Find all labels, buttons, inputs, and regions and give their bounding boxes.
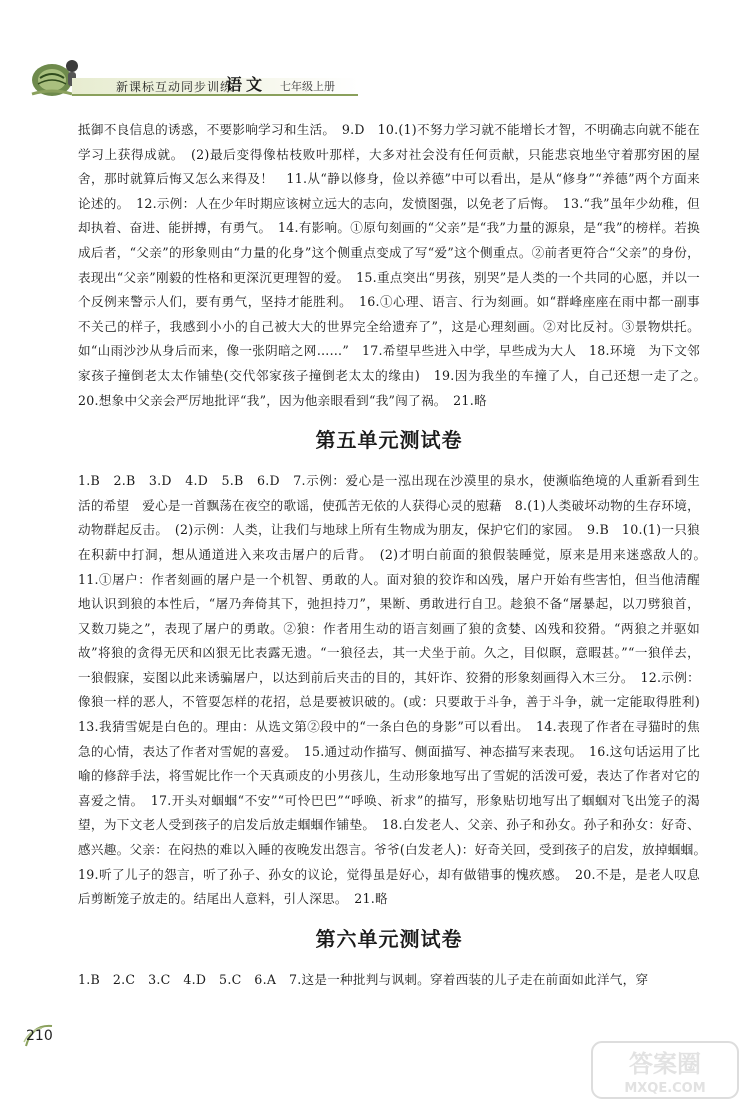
subject-title: 语文 <box>226 75 267 94</box>
answer-paragraph: 1.B 2.B 3.D 4.D 5.B 6.D 7.示例：爱心是一泓出现在沙漠里的泉水，使濒临绝境的人重新看到生活的希望 爱心是一首飘荡在夜空的歌谣，使孤苦无依的人获得心灵的慰藉 8.(1)人类破坏动物的生存环境，动物群起反击。 (2)示例：人类，让我们与地球上所有生物成为朋友，保护它们的家园。 9.B 10.(1)一只狼在积薪中打洞，想从通道进入来攻击屠户的后背。 (2)才明白前面的狼假装睡觉，原来是用来迷惑敌人的。 11.①屠户：作者刻画的屠户是一个机智、勇敢的人。面对狼的狡诈和凶残，屠户开始有些害怕，但当他清醒地认识到狼的本性后，“屠乃奔倚其下，弛担持刀”，果断、勇敢进行自卫。趁狼不备“屠暴起，以刀劈狼首，又数刀毙之”，表现了屠户的勇敢。②狼：作者用生动的语言刻画了狼的贪婪、凶残和狡猾。“两狼之并驱如故”将狼的贪得无厌和凶狠无比表露无遗。“一狼径去，其一犬坐于前。久之，目似瞑，意暇甚。”“一狼佯去，一狼假寐，妄图以此来诱骗屠户，以达到前后夹击的目的，其奸诈、狡猾的形象刻画得入木三分。 12.示例：像狼一样的恶人，不管耍怎样的花招，总是要被识破的。(或：只要敢于斗争，善于斗争，就一定能取得胜利) 13.我猜雪妮是白色的。理由：从选文第②段中的“一条白色的身影”可以看出。 14.表现了作者在寻猫时的焦急的心情，表达了作者对雪妮的喜爱。 15.通过动作描写、侧面描写、神态描写来表现。 16.这句话运用了比喻的修辞手法，将雪妮比作一个天真顽皮的小男孩儿，生动形象地写出了雪妮的活泼可爱，表达了作者对它的喜爱之情。 17.开头对蝈蝈“不安”“可怜巴巴”“呼唤、祈求”的描写，形象贴切地写出了蝈蝈对飞出笼子的渴望，为下文老人受到孩子的启发后放走蝈蝈作铺垫。 18.白发老人、父亲、孙子和孙女。孙子和孙女：好奇、感兴趣。父亲：在闷热的难以入睡的夜晚发出怨言。爷爷(白发老人)：好奇关回，受到孩子的启发，放掉蝈蝈。 19.听了儿子的怨言，听了孙子、孙女的议论，觉得虽是好心，却有做错事的愧疚感。 20.不是，是老人叹息后剪断笼子放走的。结尾出人意料，引人深思。 21.略 <box>78 473 713 907</box>
watermark-url-text: MXQE.COM <box>624 1081 706 1096</box>
section-heading-unit-6: 第六单元测试卷 <box>315 926 463 951</box>
site-watermark-logo-icon <box>590 1040 740 1100</box>
series-title: 新课标互动同步训练 <box>116 80 234 94</box>
watermark-main-text: 答案圈 <box>629 1050 701 1078</box>
page-number-text: 210 <box>26 1028 53 1044</box>
page-header <box>28 50 728 100</box>
answer-paragraph: 1.B 2.C 3.C 4.D 5.C 6.A 7.这是一种批判与讽刺。穿着西装的儿子走在前面如此洋气，穿 <box>78 971 649 987</box>
grade-label: 七年级上册 <box>280 80 335 93</box>
answer-content <box>78 118 713 992</box>
answer-paragraph: 抵御不良信息的诱惑，不要影响学习和生活。 9.D 10.(1)不努力学习就不能增长才智，不明确志向就不能在学习上获得成就。 (2)最后变得像枯枝败叶那样，大多对社会没有任何贡献，只能悲哀地坐守着那穷困的屋舍，那时就算后悔又怎么来得及！ 11.从“静以修身，俭以养德”中可以看出，是从“修身”“养德”两个方面来论述的。 12.示例：人在少年时期应该树立远大的志向，发愤图强，以免老了后悔。 13.“我”虽年少幼稚，但却执着、奋进、能拼搏，有勇气。 14.有影响。①原句刻画的“父亲”是“我”力量的源泉，是“我”的榜样。若换成后者，“父亲”的形象则由“力量的化身”这个侧重点变成了写“爱”这个侧重点。②前者更符合“父亲”的身份，表现出“父亲”刚毅的性格和更深沉更理智的爱。 15.重点突出“男孩，别哭”是人类的一个共同的心愿，并以一个反例来警示人们，要有勇气，坚持才能胜利。 16.①心理、语言、行为刻画。如“群峰座座在雨中都一副事不关己的样子，我感到小小的自己被大大的世界完全给遗弃了”，这是心理刻画。②对比反衬。③景物烘托。如“山雨沙沙从身后而来，像一张阴暗之网……” 17.希望早些进入中学，早些成为大人 18.环境 为下文邻家孩子撞倒老太太作铺垫(交代邻家孩子撞倒老太太的缘由) 19.因为我坐的车撞了人，自己还想一走了之。 20.想象中父亲会严厉地批评“我”，因为他亲眼看到“我”闯了祸。 21.略 <box>78 122 713 408</box>
page-number <box>26 1028 53 1044</box>
section-heading-unit-5: 第五单元测试卷 <box>315 428 463 453</box>
